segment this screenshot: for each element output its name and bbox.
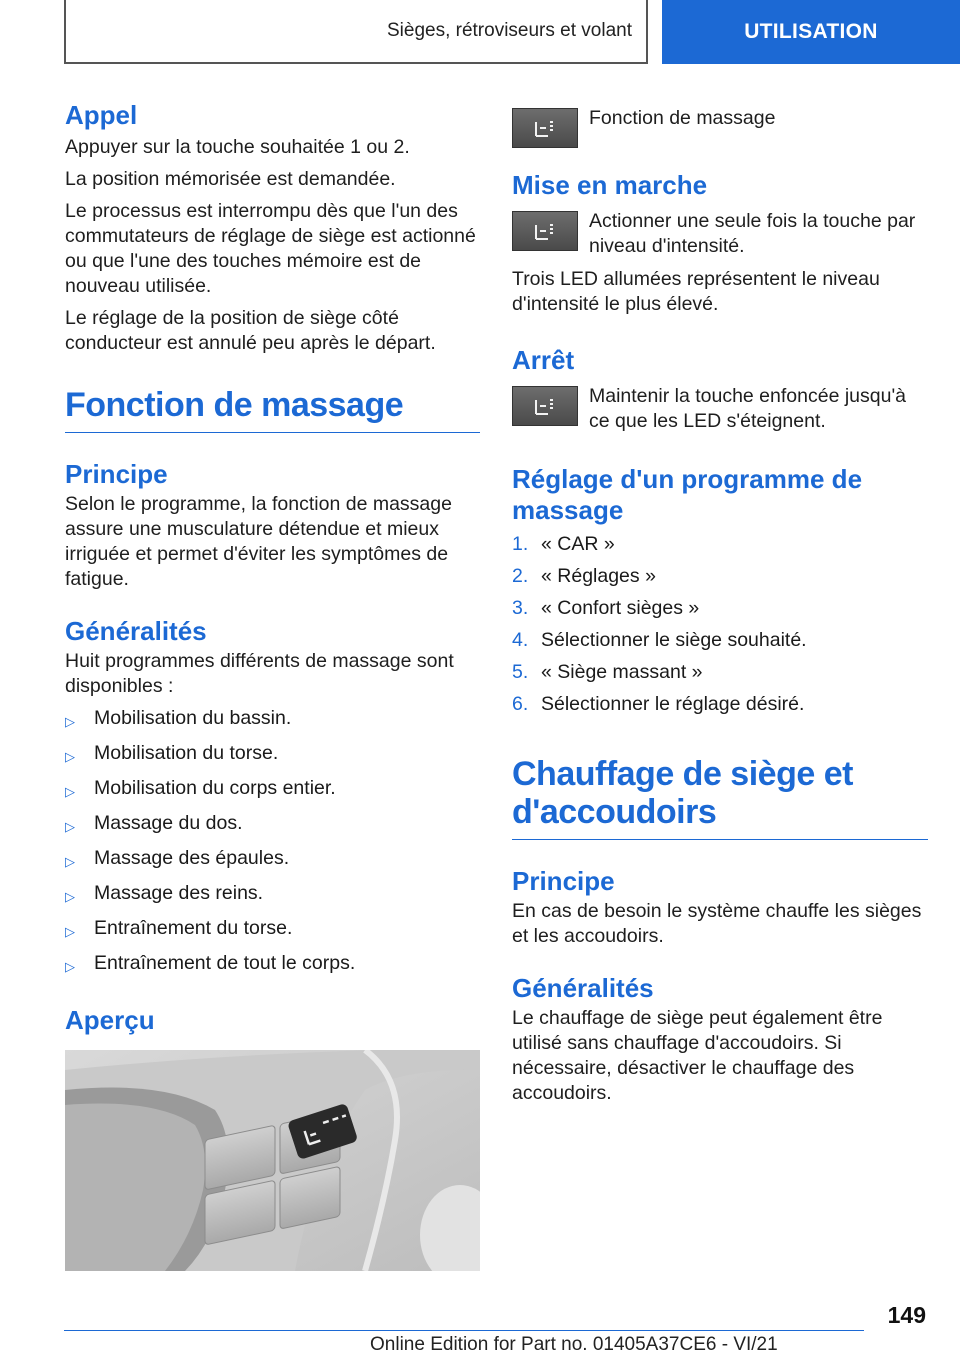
list-item: 4. Sélectionner le siège souhaité. <box>512 629 807 651</box>
massage-seat-icon <box>512 211 578 251</box>
list-item: 6. Sélectionner le réglage désiré. <box>512 693 805 715</box>
triangle-bullet-icon: ▷ <box>65 819 75 834</box>
massage-switch-photo <box>65 1050 480 1271</box>
list-item: 5. « Siège massant » <box>512 661 703 683</box>
list-item: 1. « CAR » <box>512 533 615 555</box>
paragraph: Le chauffage de siège peut également être utilisé sans chauffage d'accoudoirs. Si nécessaire, désactiver le chauffage des accoudoirs. <box>512 1007 883 1104</box>
paragraph: Trois LED allumées représentent le niveau d'intensité le plus élevé. <box>512 268 880 315</box>
list-item: ▷ Mobilisation du corps entier. <box>65 776 480 804</box>
running-header-section <box>64 0 648 64</box>
triangle-bullet-icon: ▷ <box>65 784 75 799</box>
steps-list <box>512 532 928 717</box>
list-item: ▷ Mobilisation du bassin. <box>65 706 480 734</box>
right-column <box>512 100 928 1113</box>
heading-mise-en-marche: Mise en marche <box>512 170 708 200</box>
heading-principe: Principe <box>65 459 168 489</box>
triangle-bullet-icon: ▷ <box>65 714 75 729</box>
heading-generalites: Généralités <box>65 616 207 646</box>
paragraph: En cas de besoin le système chauffe les sièges et les accoudoirs. <box>512 900 922 947</box>
paragraph: Appuyer sur la touche souhaitée 1 ou 2. <box>65 136 410 158</box>
paragraph: Selon le programme, la fonction de massage assure une musculature détendue et mieux irriguée et permet d'éviter les symptômes de fatigue. <box>65 493 452 590</box>
heading-principe: Principe <box>512 866 615 896</box>
running-header-chapter <box>662 0 960 64</box>
heading-fonction-massage: Fonction de massage <box>65 386 480 433</box>
paragraph: Maintenir la touche enfoncée jusqu'à ce que les LED s'éteignent. <box>589 385 907 432</box>
triangle-bullet-icon: ▷ <box>65 854 75 869</box>
list-item: ▷ Entraînement de tout le corps. <box>65 951 480 979</box>
edition-footer: Online Edition for Part no. 01405A37CE6 - VI/21 <box>370 1334 778 1355</box>
paragraph: La position mémorisée est demandée. <box>65 168 396 190</box>
icon-caption: Fonction de massage <box>589 107 776 129</box>
mise-icon-row <box>512 209 928 259</box>
chapter-title: UTILISATION <box>744 20 878 43</box>
left-column <box>65 100 480 1271</box>
list-item: ▷ Entraînement du torse. <box>65 916 480 944</box>
list-item: ▷ Massage des épaules. <box>65 846 480 874</box>
heading-reglage-programme: Réglage d'un programme de massage <box>512 464 863 525</box>
footer-divider <box>64 1330 864 1331</box>
triangle-bullet-icon: ▷ <box>65 924 75 939</box>
programs-list <box>65 706 480 979</box>
arret-icon-row <box>512 384 928 434</box>
page-number: 149 <box>887 1302 926 1328</box>
section-title: Sièges, rétroviseurs et volant <box>386 20 632 41</box>
list-item: 2. « Réglages » <box>512 565 656 587</box>
list-item: 3. « Confort sièges » <box>512 597 700 619</box>
list-item: ▷ Mobilisation du torse. <box>65 741 480 769</box>
heading-arret: Arrêt <box>512 345 575 375</box>
list-item: ▷ Massage des reins. <box>65 881 480 909</box>
heading-chauffage: Chauffage de siège et d'accoudoirs <box>512 755 928 840</box>
massage-icon-row <box>512 106 928 148</box>
heading-generalites: Généralités <box>512 973 654 1003</box>
massage-seat-icon <box>512 108 578 148</box>
triangle-bullet-icon: ▷ <box>65 889 75 904</box>
triangle-bullet-icon: ▷ <box>65 749 75 764</box>
paragraph: Actionner une seule fois la touche par niveau d'intensité. <box>589 210 916 257</box>
massage-seat-icon <box>512 386 578 426</box>
heading-appel: Appel <box>65 100 138 130</box>
paragraph: Huit programmes différents de massage sont disponibles : <box>65 650 454 697</box>
paragraph: Le réglage de la position de siège côté conducteur est annulé peu après le départ. <box>65 307 436 354</box>
paragraph: Le processus est interrompu dès que l'un des commutateurs de réglage de siège est actionné ou que l'une des touches mémoire est de nouveau utilisée. <box>65 200 476 297</box>
triangle-bullet-icon: ▷ <box>65 959 75 974</box>
heading-apercu: Aperçu <box>65 1005 155 1035</box>
list-item: ▷ Massage du dos. <box>65 811 480 839</box>
